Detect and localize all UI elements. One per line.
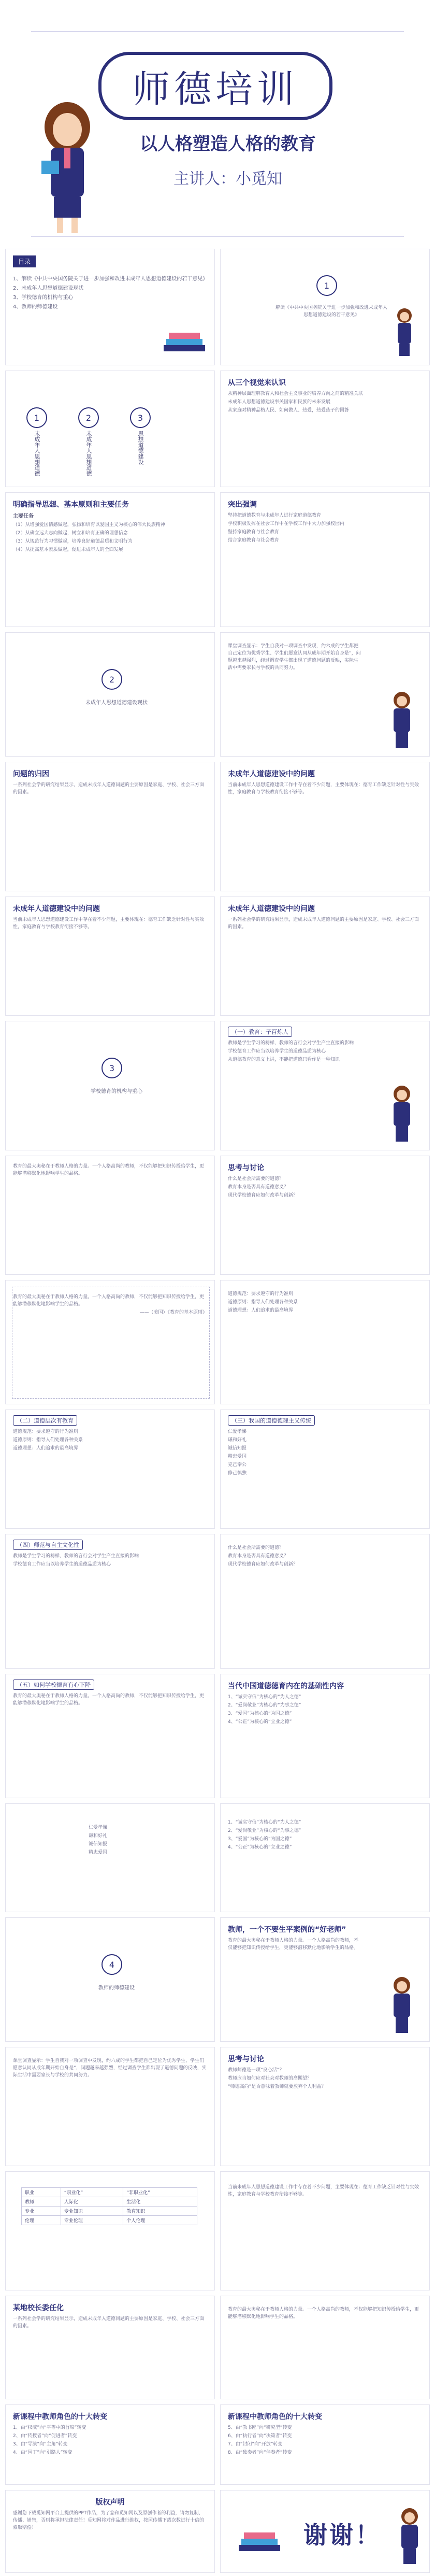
circles-slide [5,371,215,487]
problem-slide [5,762,215,891]
emphasis-item: 结合家庭教育与社会教育 [228,537,280,543]
books-illustration [236,2527,283,2558]
think-item: “师德高尚”是否意味着教师就要放弃个人利益？ [228,2084,326,2089]
list-slide [5,1803,215,1912]
section-title: 解读《中共中央国务院关于进一步加强和改进未成年人思想道德建设的若干意见》 [275,305,387,318]
slide-heading: 当代中国道德德育内在的基础性内容 [228,1682,344,1690]
slide-heading: 未成年人道德建设中的问题 [228,905,315,913]
levels-slide [220,1280,430,1404]
list-item: 诚信知报 [89,1841,108,1847]
slide-tag: （五）如何学校德育有心下降 [13,1680,94,1690]
toc-item: 3、学校德育的机构与重心 [13,295,74,301]
teacher-illustration [31,98,104,238]
slide-item: 学校德育工作应当以培养学生的道德品质为核心 [228,1048,326,1054]
toc-item: 2、未成年人思想道德建设现状 [13,286,84,291]
role-item: 7、由“封闭”向“开放”转变 [228,2441,283,2447]
section4-slide [5,1917,215,2042]
macro-slide [220,371,430,487]
vertical-label: 未成年人思想道德 [85,431,92,476]
slide-heading: 某地校长委任化 [13,2304,64,2312]
slide-heading: 新课程中教师角色的十大转变 [13,2413,107,2421]
slide-item: 道德理想：人们追求的最高境界 [13,1445,79,1451]
slide-item: 从道德教育的意义上讲，不能把道德只看作是一种知识 [228,1057,340,1062]
issue-detail-slide [220,896,430,1016]
teacher-icon [394,2506,425,2571]
books-illustration [161,327,208,358]
slide-text: 一系列社会学的研究结果显示，造成未成年人道德问题的主要原因是家庭、学校、社会三方面的因素。 [13,782,205,795]
foundation-item: 3、“爱国”为核心的“为国之德” [228,1711,292,1716]
slide-text: 一系列社会学的研究结果显示，造成未成年人道德问题的主要原因是家庭、学校、社会三方面的因素。 [13,2316,205,2329]
title-slide [0,0,435,244]
slide-line: 从精神层面理解教育人和社会主义事业的培养方向之间的精准关联 [228,391,364,396]
law-slide [5,2296,215,2399]
decline-slide [5,1674,215,1798]
slide-line: 从家庭对精神品格人民、如何做人、热爱，热爱孩子的回答 [228,407,350,413]
culture-slide [5,1534,215,1669]
table-slide [5,2171,215,2290]
speaker: 主讲人：小觅知 [173,170,282,188]
circle-2: 2 [78,407,99,428]
law-detail-slide [220,2296,430,2399]
slide-text: 教师是学生学习的榜样，教师的言行会对学生产生直接的影响 [13,1554,139,1559]
new-role-left-slide [5,2404,215,2485]
slide-heading: 新课程中教师角色的十大转变 [228,2413,322,2421]
vertical-label: 未成年人思想道德 [34,431,40,476]
slide-item: 道德规范：要求遵守的行为准则 [13,1429,79,1434]
table-row [22,2207,197,2216]
issue-slide [5,896,215,1016]
table-cell: “职业化” [61,2188,123,2197]
think-item: 现代学校德育应如何改革与创新？ [228,1192,298,1198]
tradition-slide [220,1410,430,1529]
slide-heading: 思考与讨论 [228,2055,264,2063]
slide-text: 一系列社会学的研究结果显示，造成未成年人道德问题的主要原因是家庭、学校、社会三方面的因素。 [228,917,419,930]
foundation-item: 2、“爱岗敬业”为核心的“为事之德” [228,1702,301,1708]
page-title: 师德培训 [132,67,298,111]
vertical-label: 思想道德建设 [137,431,144,465]
toc-label: 目录 [13,255,36,267]
section-title: 教师的师德建设 [98,1985,135,1991]
slide-tag: （二）道德层次有教育 [13,1415,77,1426]
slide-item: 道德理想：人们追求的最高境界 [228,1307,294,1313]
slide-heading: 问题的归因 [13,770,49,778]
good-teacher-slide [220,1917,430,2042]
list-item: 4、“公正”为核心的“立业之德” [228,1844,292,1850]
list-item: 3、“爱国”为核心的“为国之德” [228,1836,292,1842]
foundation-item: 1、“诚实守信”为核心的“为人之德” [228,1695,301,1700]
new-role-right-slide [220,2404,430,2485]
section-number: 1 [316,275,337,296]
teacher-icon [386,690,417,752]
survey-paragraph: 课堂调查显示：学生自我对一项调查中发现，约六成的学生都把自己定位为优秀学生、学生们愿意认同从成年期开始自身是“，问题越来越强烈，经过调查学生都出现了道德问题的反映，实际生活中需要家长与学校的共同努力。 [228,644,361,671]
section1-slide [220,249,430,365]
table-cell: 人际化 [61,2197,123,2207]
table-cell: “非职业化” [123,2188,197,2197]
comparison-table [21,2187,197,2225]
think-detail-slide [220,1534,430,1669]
subtitle: 以人格塑造人格的教育 [140,134,316,154]
teacher-icon [386,1084,417,1146]
list-right-slide [220,1803,430,1912]
tradition-item: 克己奉公 [228,1462,247,1468]
tradition-item: 精忠爱国 [228,1454,247,1459]
slide-item: 道德规范：要求遵守的行为准则 [228,1291,294,1297]
task-item: （2）从确立远大志向做起，树立和培育正确的理想信念 [13,530,128,536]
list-item: 2、“爱岗敬业”为核心的“为事之德” [228,1828,301,1833]
pre-think-slide [5,1156,215,1275]
slide-item: 道德原则：指导人们处理各种关系 [13,1437,83,1443]
slide-heading: 突出强调 [228,501,257,509]
table-row [22,2197,197,2207]
table-cell: 教师 [22,2197,61,2207]
list-item: 仁爱孝悌 [89,1825,108,1830]
role-item: 4、由“园丁”向“引路人”转变 [13,2450,72,2455]
quote-slide [5,1280,215,1404]
role-item: 8、由“独奏者”向“伴奏者”转变 [228,2450,292,2455]
slide-text: 当前未成年人思想道德建设工作中存在着不少问题，主要体现在：德育工作缺乏针对性与实效性，家庭教育与学校教育衔接不够等。 [13,917,205,930]
think-item: 教师应当如何应对社会对教师的高期望？ [228,2075,312,2081]
section-title: 学校德育的机构与重心 [91,1089,142,1094]
divider [31,236,404,237]
tradition-item: 修己慎独 [228,1470,247,1476]
foundation-item: 4、“公正”为核心的“立业之德” [228,1719,292,1725]
section-title: 未成年人思想道德建设现状 [85,700,148,706]
slide-item: 教师是学生学习的榜样，教师的言行会对学生产生直接的影响 [228,1041,354,1046]
slide-heading: 未成年人道德建设中的问题 [228,770,315,778]
quote-frame [12,1287,210,1399]
role-item: 6、由“执行者”向“决策者”转变 [228,2433,292,2439]
table-row [22,2216,197,2225]
emphasis-slide [220,492,430,627]
slide-text: 当前未成年人思想道德建设工作中存在着不少问题，主要体现在：德育工作缺乏针对性与实效性，家庭教育与学校教育衔接不够等。 [228,782,419,795]
slide-text: 现代学校德育应如何改革与创新？ [228,1561,298,1567]
teacher-icon [392,306,417,358]
table-cell: 专业伦理 [61,2216,123,2225]
morality-levels-slide [5,1410,215,1529]
table-cell: 伦理 [22,2216,61,2225]
tradition-item: 诚信知报 [228,1445,247,1451]
section3-slide [5,1021,215,1150]
morality-slide [220,1021,430,1150]
slide-line: 未成年人思想道德建设事关国家和民族的未来发展 [228,399,331,405]
table-cell: 生活化 [123,2197,197,2207]
slide-text: 什么是社会所需要的道德？ [228,1545,284,1550]
emphasis-item: 学校积极发挥在社会工作中在学校工作中大力加强校园内 [228,521,345,526]
section-number: 4 [102,1954,122,1975]
emphasis-item: 坚持家庭教育与社会教育 [228,529,280,535]
slide-text: 教育的最大奥秘在于教师人格的力量。一个人格高尚的教师，不仅能够把知识传授给学生，更能够潜移默化地影响学生的品格。 [228,1938,359,1951]
circle-3: 3 [130,407,151,428]
role-item: 1、由“权威”向“平等中的首席”转变 [13,2425,86,2430]
thanks-slide [220,2490,430,2573]
table-cell: 个人伦理 [123,2216,197,2225]
toc-item: 1、解读《中共中央国务院关于进一步加强和改进未成年人思想道德建设的若干意见》 [13,276,208,282]
task-item: （4）从提高基本素质做起，促进未成年人的全面发展 [13,547,123,552]
section-number: 2 [102,669,122,690]
quote-source: ——（美国）《教育的基本原则》 [139,1310,207,1315]
list-item: 精忠爱国 [89,1849,108,1855]
section-number: 3 [102,1058,122,1078]
toc-slide [5,249,215,365]
slide-text: 课堂调查显示：学生自我对一项调查中发现，约六成的学生都把自己定位为优秀学生、学生们愿意认同从成年期开始自身是“，问题越来越强烈，经过调查学生都出现了道德问题的反映，实际生活中需要家长与学校的共同努力。 [13,2058,207,2078]
role-item: 5、由“教书匠”向“研究型”转变 [228,2425,292,2430]
slide-heading: 未成年人道德建设中的问题 [13,905,100,913]
table-row [22,2188,197,2197]
slide-text: 教育的最大奥秘在于教师人格的力量。一个人格高尚的教师，不仅能够把知识传授给学生，更能够潜移默化地影响学生的品格。 [13,1693,205,1706]
slide-text: 教育的最大奥秘在于教师人格的力量。一个人格高尚的教师，不仅能够把知识传授给学生，更能够潜移默化地影响学生的品格。 [228,2307,419,2319]
toc-item: 4、教师的师德建设 [13,304,58,310]
slide-heading: 思考与讨论 [228,1164,264,1172]
slide-heading: 教师，一个不要生平案例的“好老师” [228,1926,346,1934]
circle-1: 1 [26,407,47,428]
slide-heading: 明确指导思想、基本原则和主要任务 [13,501,129,509]
title-frame [98,52,332,120]
slide-subheading: 主要任务 [13,514,34,519]
slide-tag: （四）师范与自主文化性 [13,1540,83,1550]
slide-text: 学校德育工作应当以培养学生的道德品质为核心 [13,1561,111,1567]
divider [31,31,404,32]
table-cell: 职业 [22,2188,61,2197]
slide-tag: （三）我国的道德德理主义传统 [228,1415,315,1426]
list-item: 1、“诚实守信”为核心的“为人之德” [228,1820,301,1825]
copyright-text: 感谢您下载觅知网平台上提供的PPT作品，为了您和觅知网以及原创作者的利益，请勿复制、传播、销售，否则将承担法律责任！觅知网将对作品进行维权，按照传播下载次数进行十倍的索取赔偿！ [13,2511,205,2530]
think-item: 什么是社会所需要的道德？ [228,1176,284,1182]
think-item: 教师师德是一项“良心活”？ [228,2068,284,2073]
think-item: 教育本身是否具有道德意义？ [228,1184,289,1190]
teacher-icon [386,1975,417,2037]
cause-slide [220,762,430,891]
slide-text: 教育本身是否具有道德意义？ [228,1553,289,1559]
copyright-slide [5,2490,215,2573]
tasks-slide [5,492,215,627]
list-item: 谦和好礼 [89,1833,108,1839]
survey-slide [220,632,430,757]
think-slide [220,1156,430,1275]
role-item: 3、由“导演”向“主角”转变 [13,2441,68,2447]
table-cell: 教育知识 [123,2207,197,2216]
slide-text: 教育的最大奥秘在于教师人格的力量。一个人格高尚的教师，不仅能够把知识传授给学生，更能够潜移默化地影响学生的品格。 [13,1164,205,1176]
table-cell: 专业知识 [61,2207,123,2216]
task-item: （1）从增强爱国情感做起，弘扬和培育以爱国主义为核心的伟大民族精神 [13,522,165,528]
think4-slide [220,2047,430,2166]
task-item: （3）从规范行为习惯做起，培养良好道德品质和文明行为 [13,538,133,544]
emphasis-item: 坚持把道德教育与未成年人进行家庭道德教育 [228,513,322,518]
section2-slide [5,632,215,757]
slide-heading: 从三个视觉来认识 [228,379,286,387]
slide-text: 当前未成年人思想道德建设工作中存在着不少问题，主要体现在：德育工作缺乏针对性与实效性，家庭教育与学校教育衔接不够等。 [228,2185,419,2197]
slide-item: 道德原则：指导人们处理各种关系 [228,1299,298,1305]
foundation-slide [220,1674,430,1798]
table-cell: 专业 [22,2207,61,2216]
copyright-heading: 版权声明 [95,2498,125,2507]
tradition-item: 仁爱孝悌 [228,1429,247,1434]
quote-text: 教育的最大奥秘在于教师人格的力量。一个人格高尚的教师，不仅能够把知识传授给学生，更能够潜移默化地影响学生的品格。 [13,1294,205,1307]
slide-tag: （一）教育：子百炼人 [228,1027,292,1037]
thanks-text: 谢谢！ [303,2521,381,2549]
reflection-slide [220,2171,430,2290]
role-item: 2、由“传授者”向“促进者”转变 [13,2433,77,2439]
tradition-item: 谦和好礼 [228,1437,247,1443]
teacher-story-slide [5,2047,215,2166]
